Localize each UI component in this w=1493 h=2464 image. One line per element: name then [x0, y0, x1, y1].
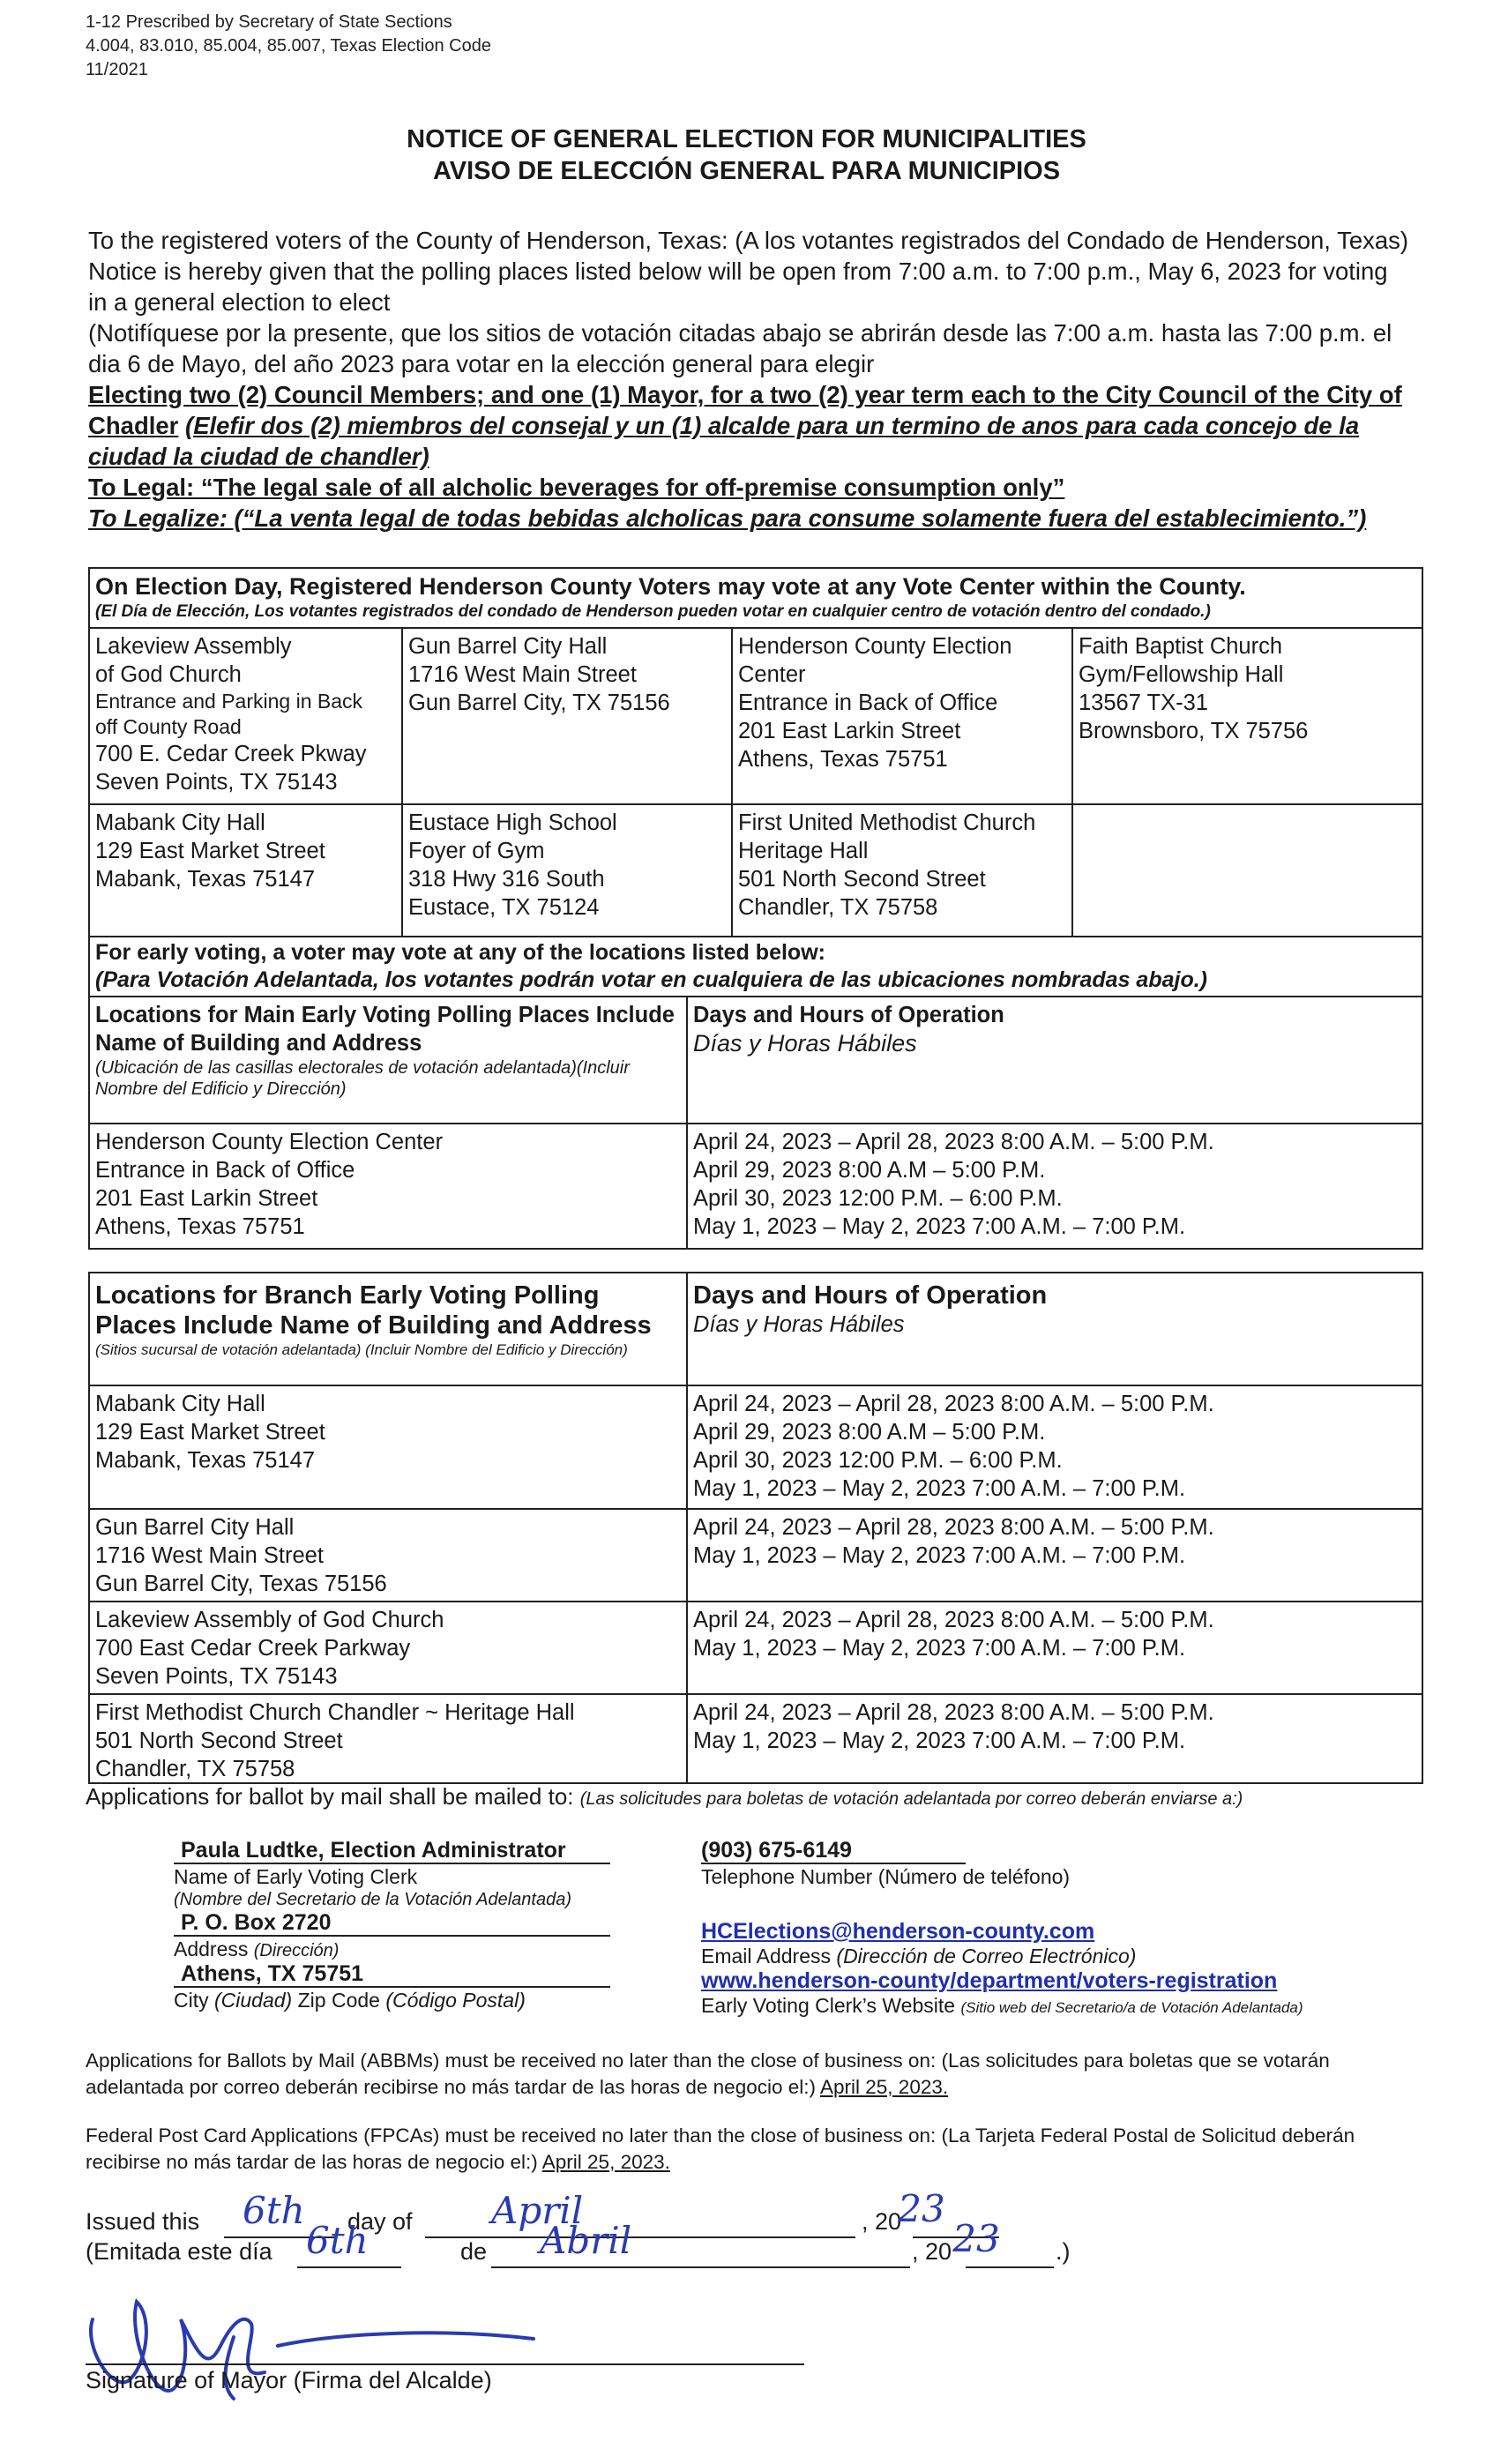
issued-month-handwritten: April — [491, 2189, 584, 2232]
branch-location-gun-barrel: Gun Barrel City Hall 1716 West Main Street Gun Barrel City, Texas 75156 — [95, 1515, 387, 1596]
form-header — [86, 12, 491, 82]
mayor-signature — [75, 2284, 569, 2416]
title-spanish: AVISO DE ELECCIÓN GENERAL PARA MUNICIPIOS — [432, 157, 1061, 185]
branch-hours-gun-barrel: April 24, 2023 – April 28, 2023 8:00 A.M. – 5:00 P.M. May 1, 2023 – May 2, 2023 7:00 A.M. – 7:00 P.M. — [693, 1515, 1214, 1568]
clerk-address: P. O. Box 2720 — [174, 1910, 610, 1937]
fpca-deadline: Federal Post Card Applications (FPCAs) must be received no later than the close of business on: (La Tarjeta Federal Postal de Solicitud deberán recibirse no más tardar de las horas de negocio el:) April 25, 2023. — [86, 2124, 1355, 2173]
electing-english: Electing two (2) Council Members; and one (1) Mayor, for a two (2) year term each to the City Council of the City of Chadler — [88, 381, 1402, 439]
issued-block: Issued this 6th day of April , 20 23 (Emitada este día 6th de Abril , 20 23 .) — [86, 2196, 1232, 2302]
mail-contact-block: (903) 675-6149 Telephone Number (Número de teléfono) HCElections@henderson-county.com Email Address (Dirección de Correo Electrónico) www.henderson-county/department/voters-registration Early Voting Clerk’s Website (Sitio web del Secretario/a de Votación Adelantada) — [701, 1838, 1303, 2017]
early-voting-main-table — [88, 936, 1423, 1250]
title-english: NOTICE OF GENERAL ELECTION FOR MUNICIPALITIES — [407, 125, 1086, 153]
form-header-line3: 11/2021 — [86, 60, 148, 79]
vote-center-eustace: Eustace High School Foyer of Gym 318 Hwy 316 South Eustace, TX 75124 — [408, 810, 617, 920]
vote-center-henderson-election-center: Henderson County Election Center Entrance in Back of Office 201 East Larkin Street Athens, Texas 75751 — [738, 634, 1012, 772]
vote-center-lakeview: Lakeview Assembly of God Church Entrance and Parking in Back off County Road 700 E. Cedar Creek Pkway Seven Points, TX 75143 — [95, 634, 367, 795]
clerk-phone: (903) 675-6149 — [701, 1838, 966, 1864]
early-voting-subheading: (Para Votación Adelantada, los votantes podrán votar en cualquiera de las ubicaciones nombradas abajo.) — [95, 967, 1207, 992]
form-header-line2: 4.004, 83.010, 85.004, 85.007, Texas Election Code — [86, 36, 491, 56]
early-voting-heading: For early voting, a voter may vote at any of the locations listed below: — [95, 940, 825, 965]
issued-year-handwritten: 23 — [898, 2187, 945, 2230]
main-location-header: Locations for Main Early Voting Polling Places Include Name of Building and Address (Ubicación de las casillas electorales de votación adelantada)(Incluir Nombre del Edificio y Dirección) — [95, 1003, 675, 1099]
issued-year-es-handwritten: 23 — [952, 2217, 1000, 2260]
branch-location-chandler: First Methodist Church Chandler ~ Heritage Hall 501 North Second Street Chandler, TX 75758 — [95, 1700, 575, 1781]
branch-location-lakeview: Lakeview Assembly of God Church 700 East Cedar Creek Parkway Seven Points, TX 75143 — [95, 1608, 444, 1689]
vote-center-mabank: Mabank City Hall 129 East Market Street Mabank, Texas 75147 — [95, 810, 325, 892]
early-voting-branch-table — [88, 1272, 1423, 1784]
abbm-deadline: Applications for Ballots by Mail (ABBMs) must be received no later than the close of business on: (Las solicitudes para boletas que se votarán adelantada por correo deberán recibirse no más tardar de las horas de negocio el:) April 25, 2023. — [86, 2050, 1330, 2098]
main-hours-header: Days and Hours of Operation Días y Horas Hábiles — [693, 1003, 1004, 1057]
branch-hours-header: Days and Hours of Operation Días y Horas Hábiles — [693, 1281, 1048, 1337]
intro-section — [88, 225, 1411, 534]
issued-month-es-handwritten: Abril — [540, 2219, 632, 2262]
clerk-name: Paula Ludtke, Election Administrator — [174, 1838, 610, 1864]
vote-center-first-united-methodist: First United Methodist Church Heritage Hall 501 North Second Street Chandler, TX 75758 — [738, 810, 1036, 920]
legal-spanish: To Legalize: (“La venta legal de todas bebidas alcholicas para consume solamente fuera del establecimiento.”) — [88, 504, 1367, 532]
electing-spanish: (Elefir dos (2) miembros del consejal y un (1) alcalde para un termino de anos para cada concejo de la ciudad la ciudad de chandler) — [88, 412, 1360, 470]
electing-statement — [88, 379, 1411, 472]
election-day-heading: On Election Day, Registered Henderson County Voters may vote at any Vote Center within the County. — [95, 573, 1246, 600]
main-hours-henderson: April 24, 2023 – April 28, 2023 8:00 A.M. – 5:00 P.M. April 29, 2023 8:00 A.M – 5:00 P.M. April 30, 2023 12:00 P.M. – 6:00 P.M. May 1, 2023 – May 2, 2023 7:00 A.M. – 7:00 P.M. — [693, 1130, 1214, 1239]
branch-hours-lakeview: April 24, 2023 – April 28, 2023 8:00 A.M. – 5:00 P.M. May 1, 2023 – May 2, 2023 7:00 A.M. – 7:00 P.M. — [693, 1608, 1214, 1661]
issued-day-handwritten: 6th — [243, 2189, 305, 2232]
clerk-email-link[interactable]: HCElections@henderson-county.com — [701, 1919, 1095, 1944]
vote-center-faith-baptist: Faith Baptist Church Gym/Fellowship Hall 13567 TX-31 Brownsboro, TX 75756 — [1079, 634, 1309, 743]
election-day-subheading: (El Día de Elección, Los votantes registrados del condado de Henderson pueden votar en cualquier centro de votación dentro del condado.) — [95, 602, 1211, 621]
main-location-henderson: Henderson County Election Center Entrance in Back of Office 201 East Larkin Street Athens, Texas 75751 — [95, 1130, 444, 1239]
intro-paragraph-en: To the registered voters of the County of Henderson, Texas: (A los votantes registrados del Condado de Henderson, Texas) Notice is hereby given that the polling places listed below will be open from 7:00 a.m. to 7:00 p.m., May 6, 2023 for voting in a general election to elect — [88, 227, 1409, 316]
branch-location-header: Locations for Branch Early Voting Polling Places Include Name of Building and Address (Sitios sucursal de votación adelantada) (Incluir Nombre del Edificio y Dirección) — [95, 1281, 652, 1358]
branch-hours-mabank: April 24, 2023 – April 28, 2023 8:00 A.M. – 5:00 P.M. April 29, 2023 8:00 A.M – 5:00 P.M. April 30, 2023 12:00 P.M. – 6:00 P.M. May 1, 2023 – May 2, 2023 7:00 A.M. – 7:00 P.M. — [693, 1392, 1214, 1501]
issued-day-es-handwritten: 6th — [306, 2219, 369, 2262]
mail-heading: Applications for ballot by mail shall be mailed to: (Las solicitudes para boletas de votación adelantada por correo deberán enviarse a:) — [86, 1783, 1243, 1810]
clerk-website-link[interactable]: www.henderson-county/department/voters-registration — [701, 1968, 1278, 1993]
intro-paragraph-es: (Notifíquese por la presente, que los sitios de votación citadas abajo se abrirán desde las 7:00 a.m. hasta las 7:00 p.m. el dia 6 de Mayo, del año 2023 para votar en la elección general para elegir — [88, 319, 1392, 377]
branch-hours-chandler: April 24, 2023 – April 28, 2023 8:00 A.M. – 5:00 P.M. May 1, 2023 – May 2, 2023 7:00 A.M. – 7:00 P.M. — [693, 1700, 1214, 1753]
branch-location-mabank: Mabank City Hall 129 East Market Street Mabank, Texas 75147 — [95, 1392, 325, 1473]
form-header-line1: 1-12 Prescribed by Secretary of State Sections — [86, 12, 452, 32]
clerk-city: Athens, TX 75751 — [174, 1961, 610, 1988]
signature-label: Signature of Mayor (Firma del Alcalde) — [86, 2367, 492, 2393]
election-day-table — [88, 567, 1423, 937]
legal-english: To Legal: “The legal sale of all alcholic beverages for off-premise consumption only” — [88, 474, 1065, 501]
vote-center-gun-barrel: Gun Barrel City Hall 1716 West Main Street Gun Barrel City, TX 75156 — [408, 634, 670, 715]
mail-clerk-block: Paula Ludtke, Election Administrator Name of Early Voting Clerk (Nombre del Secretario de la Votación Adelantada) P. O. Box 2720 Address (Dirección) Athens, TX 75751 City (Ciudad) Zip Code (Código Postal) — [174, 1838, 615, 2012]
